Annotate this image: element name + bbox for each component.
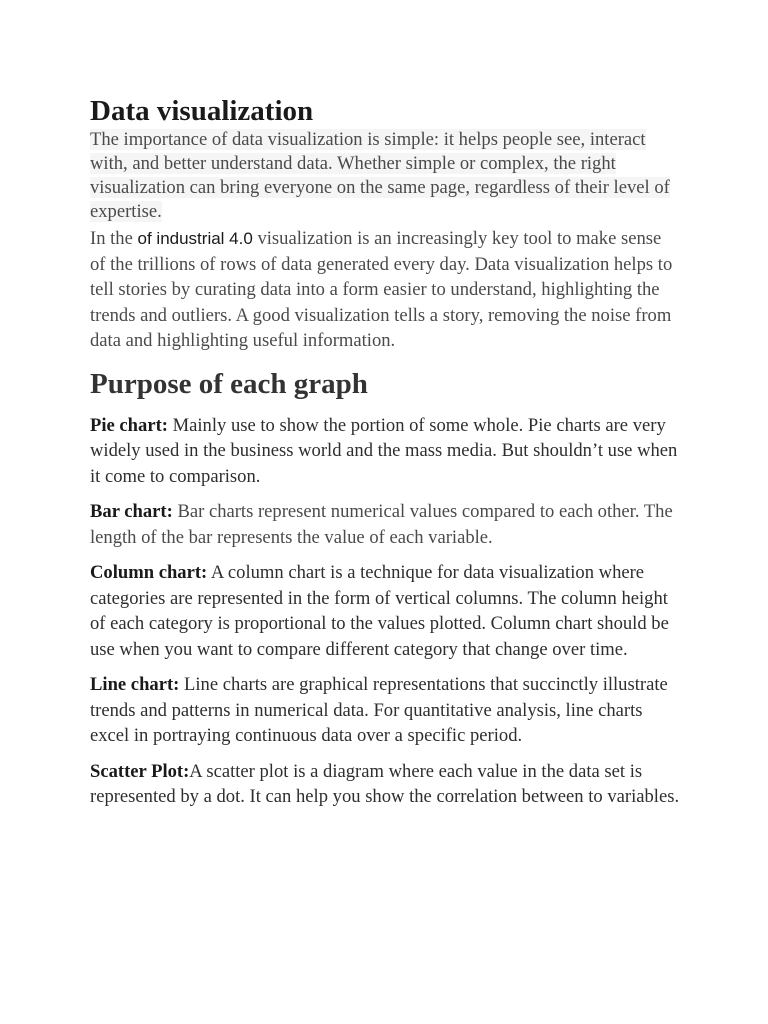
intro-text: The importance of data visualization is simple: it helps people see, interact with, and better understand data. Whether simple or complex, the right visualization can bring everyone on the same page, regardless of their level of expertise. [90, 129, 670, 222]
graph-term: Scatter Plot: [90, 760, 190, 782]
graph-term: Pie chart: [90, 414, 168, 436]
industry-rest: visualization is an increasingly key tool to make sense of the trillions of rows of data generated every day. Data visualization helps to tell stories by curating data into a form easier to understand, highlighting the trends and outliers. A good visualization tells a story, removing the noise from data and highlighting useful information. [90, 228, 673, 351]
page-title: Data visualization [90, 95, 314, 127]
graph-item-pie [90, 413, 680, 490]
graph-term: Line chart: [90, 674, 180, 695]
graph-description: Bar charts represent numerical values compared to each other. The length of the bar represents the value of each variable. [90, 501, 673, 548]
graph-description: A scatter plot is a diagram where each value in the data set is represented by a dot. It can help you show the correlation between to variables. [90, 760, 680, 807]
graph-description: A column chart is a technique for data visualization where categories are represented in the form of vertical columns. The column height of each category is proportional to the values plotted. Column chart should be use when you want to compare different category that change over time. [90, 562, 669, 660]
graph-description: Mainly use to show the portion of some whole. Pie charts are very widely used in the business world and the mass media. But shouldn’t use when it come to comparison. [90, 414, 678, 487]
graph-description: Line charts are graphical representations that succinctly illustrate trends and patterns in numerical data. For quantitative analysis, line charts excel in portraying continuous data over a specific period. [90, 674, 668, 746]
industry-phrase: of industrial 4.0 [137, 229, 253, 248]
graph-term: Column chart: [90, 562, 208, 583]
graph-item-line [90, 672, 680, 749]
graph-item-column [90, 560, 680, 662]
industry-paragraph [90, 226, 680, 354]
industry-prefix: In the [90, 228, 138, 249]
document-body [90, 94, 680, 820]
intro-paragraph [90, 128, 680, 224]
graph-item-bar [90, 499, 680, 550]
graph-term: Bar chart: [90, 501, 173, 522]
graph-item-scatter [90, 759, 680, 810]
section-title: Purpose of each graph [90, 367, 368, 400]
